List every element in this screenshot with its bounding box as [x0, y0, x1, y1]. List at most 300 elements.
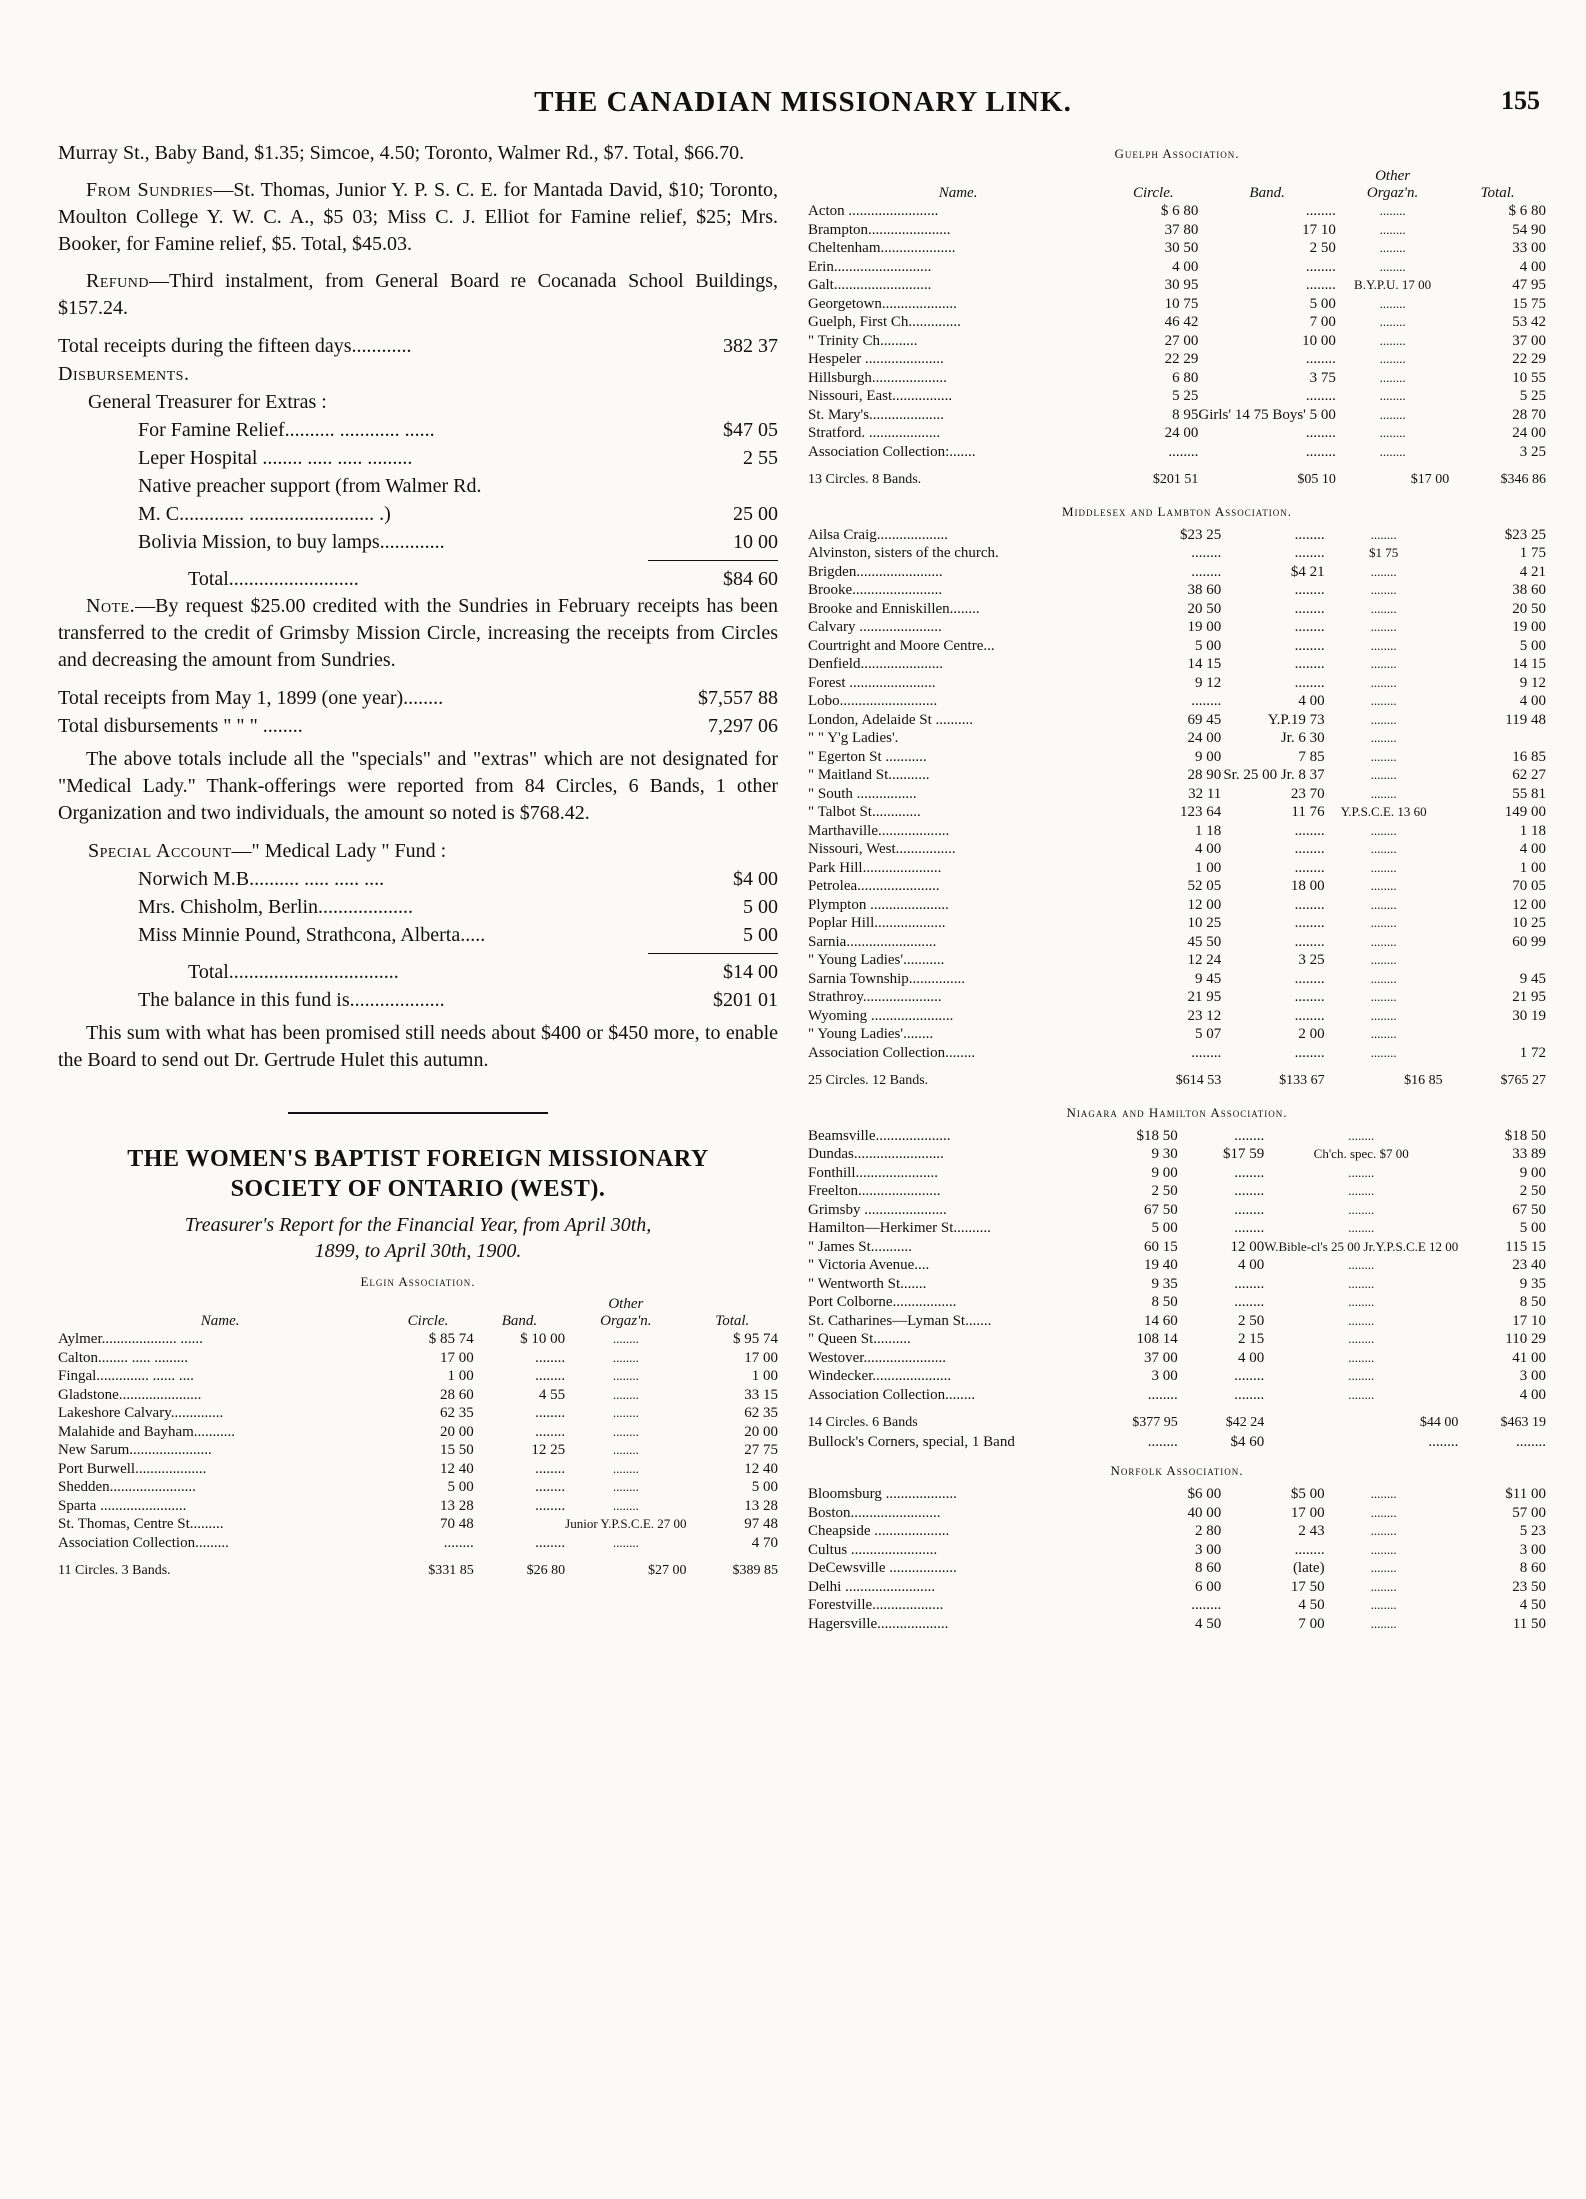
- row-name: Bloomsburg ...................: [808, 1486, 957, 1502]
- other-value: ........: [1370, 1541, 1397, 1557]
- row-name: St. Mary's....................: [808, 406, 945, 423]
- norfolk-table: [808, 1485, 1546, 1633]
- other-value: B.Y.P.U. 17 00: [1354, 277, 1432, 292]
- circle-value: ........: [1191, 1044, 1222, 1061]
- band-value: ........: [1305, 351, 1336, 367]
- table-row: [808, 563, 1546, 582]
- band-value: Sr. 25 00 Jr. 8 37: [1223, 767, 1325, 783]
- band-value: ........: [1294, 656, 1325, 672]
- band-value: ........: [1234, 1368, 1265, 1384]
- row-name: Guelph, First Ch..............: [808, 314, 961, 330]
- band-value: 2 50: [1237, 1312, 1265, 1329]
- circle-value: 14 15: [1187, 656, 1222, 672]
- other-value: ........: [1370, 656, 1397, 671]
- table-row: [58, 1404, 778, 1423]
- circle-value: $ 6 80: [1160, 203, 1199, 219]
- other-value: ........: [1370, 619, 1397, 634]
- table-row: [58, 1330, 778, 1349]
- other-value: ........: [1370, 693, 1397, 708]
- circle-value: 108 14: [1136, 1331, 1178, 1347]
- circle-value: 20 50: [1187, 600, 1222, 617]
- band-value: 4 00: [1237, 1257, 1265, 1273]
- row-name: Association Collection........: [808, 1044, 976, 1061]
- row-name: " Trinity Ch..........: [808, 332, 918, 349]
- band-value: 10 00: [1302, 332, 1336, 349]
- band-value: ........: [1294, 915, 1325, 931]
- other-value: ........: [1370, 526, 1397, 542]
- year-receipts-line: Total receipts from May 1, 1899 (one year)........ $7,557 88: [58, 687, 778, 709]
- band-value: 18 00: [1290, 878, 1325, 894]
- circle-value: 8 95: [1172, 406, 1199, 423]
- other-value: ........: [1348, 1257, 1375, 1272]
- other-value: ........: [1370, 1615, 1397, 1631]
- extras-item: Native preacher support (from Walmer Rd.: [138, 475, 482, 497]
- circle-value: ........: [443, 1534, 474, 1551]
- table-row: [808, 729, 1546, 748]
- band-value: ........: [535, 1349, 566, 1366]
- middlesex-association-title: Middlesex and Lambton Association.: [1061, 503, 1292, 519]
- total-receipts-line: Total receipts during the fifteen days............ 382 37: [58, 335, 778, 357]
- table-row: [808, 1485, 1546, 1504]
- elgin-association-title: Elgin Association.: [360, 1274, 476, 1289]
- row-name: Westover......................: [808, 1349, 946, 1366]
- other-value: ........: [1348, 1127, 1375, 1143]
- circle-value: 28 60: [439, 1386, 474, 1403]
- band-value: ........: [1294, 1541, 1325, 1558]
- row-name: Plympton .....................: [808, 896, 949, 913]
- row-name: " Maitland St...........: [808, 767, 930, 783]
- circle-value: 12 24: [1187, 952, 1222, 968]
- table-row: [808, 1007, 1546, 1026]
- row-name: " Egerton St ...........: [808, 748, 927, 765]
- table-row: [808, 748, 1546, 767]
- circle-value: 30 95: [1164, 277, 1199, 293]
- table-row: [58, 1478, 778, 1497]
- row-name: Petrolea......................: [808, 878, 940, 894]
- other-value: ........: [1379, 388, 1406, 403]
- left-column: [58, 140, 778, 1581]
- total-value: 1 00: [751, 1368, 778, 1384]
- total-value: 97 48: [744, 1516, 778, 1532]
- table-row: [58, 1367, 778, 1386]
- band-value: ........: [1305, 203, 1336, 219]
- total-value: 4 21: [1519, 563, 1546, 580]
- band-value: 12 00: [1230, 1238, 1265, 1255]
- band-value: ........: [1294, 582, 1325, 598]
- table-row: [808, 332, 1546, 351]
- table-row: [808, 406, 1546, 425]
- circle-value: 24 00: [1187, 730, 1222, 746]
- circle-value: 69 45: [1187, 711, 1222, 728]
- table-row: [808, 803, 1546, 822]
- row-name: Hamilton—Herkimer St..........: [808, 1220, 991, 1236]
- total-value: 70 05: [1512, 878, 1546, 894]
- band-value: ........: [1294, 841, 1325, 857]
- circle-value: ........: [1147, 1386, 1178, 1403]
- total-value: 33 00: [1512, 240, 1546, 256]
- other-value: ........: [612, 1442, 639, 1457]
- total-value: 8 50: [1519, 1294, 1546, 1310]
- table-row: [808, 933, 1546, 952]
- circle-value: 6 00: [1195, 1578, 1222, 1595]
- circle-value: 70 48: [439, 1516, 474, 1532]
- circle-value: 37 00: [1143, 1349, 1178, 1366]
- row-name: Ailsa Craig...................: [808, 526, 948, 543]
- row-name: " Queen St..........: [808, 1331, 911, 1347]
- other-value: ........: [1379, 443, 1406, 459]
- band-value: 17 10: [1302, 221, 1336, 238]
- row-name: Grimsby ......................: [808, 1201, 947, 1218]
- row-name: Georgetown....................: [808, 295, 957, 312]
- circle-value: ........: [1191, 693, 1222, 709]
- total-value: $18 50: [1504, 1127, 1546, 1144]
- circle-value: 14 60: [1143, 1312, 1178, 1329]
- guelph-total-row: 13 Circles. 8 Bands. $201 51 $05 10 $17 00 $346 86: [808, 472, 1546, 487]
- total-value: [1443, 729, 1546, 748]
- row-name: Park Hill.....................: [808, 859, 942, 876]
- total-value: 54 90: [1512, 221, 1546, 238]
- total-value: 60 99: [1512, 933, 1546, 950]
- extras-item: Bolivia Mission, to buy lamps............. 10 00: [138, 531, 778, 553]
- row-name: Cultus .......................: [808, 1541, 938, 1558]
- circle-value: 5 25: [1172, 388, 1199, 404]
- circle-value: 9 30: [1151, 1146, 1178, 1162]
- table-row: [808, 840, 1546, 859]
- total-value: 23 50: [1512, 1578, 1546, 1595]
- other-value: ........: [1370, 1044, 1397, 1060]
- total-value: [1443, 1025, 1546, 1044]
- band-value: ........: [1305, 388, 1336, 404]
- row-name: Brampton......................: [808, 221, 951, 238]
- middlesex-rows: [808, 526, 1546, 1063]
- row-name: Denfield......................: [808, 656, 943, 672]
- row-name: St. Catharines—Lyman St.......: [808, 1312, 992, 1329]
- row-name: Boston........................: [808, 1504, 941, 1521]
- circle-value: 67 50: [1143, 1201, 1178, 1218]
- circle-value: 20 00: [439, 1423, 474, 1440]
- elgin-table: [58, 1296, 778, 1581]
- circle-value: 19 00: [1187, 619, 1222, 635]
- other-value: ........: [1379, 203, 1406, 218]
- circle-value: 4 00: [1195, 841, 1222, 857]
- table-row: [808, 692, 1546, 711]
- other-value: ........: [1370, 582, 1397, 597]
- table-row: [808, 221, 1546, 240]
- total-value: 1 72: [1519, 1044, 1546, 1061]
- table-row: [808, 350, 1546, 369]
- extras-item: M. C............. ......................... .) 25 00: [138, 503, 778, 525]
- other-value: ........: [1370, 674, 1397, 690]
- other-value: ........: [1370, 600, 1397, 616]
- circle-value: 21 95: [1187, 989, 1222, 1005]
- other-value: ........: [1370, 859, 1397, 875]
- total-value: $11 00: [1505, 1486, 1546, 1502]
- row-name: Sparta .......................: [58, 1497, 187, 1514]
- band-value: 23 70: [1290, 785, 1325, 802]
- row-name: Fingal.............. ...... ....: [58, 1368, 194, 1384]
- other-value: ........: [1348, 1294, 1375, 1309]
- other-value: ........: [612, 1349, 639, 1365]
- total-value: 1 75: [1519, 545, 1546, 561]
- right-column: [808, 146, 1546, 1633]
- table-row: [808, 202, 1546, 221]
- total-value: 16 85: [1512, 748, 1546, 765]
- table-row: [808, 1201, 1546, 1220]
- other-value: ........: [1348, 1201, 1375, 1217]
- other-value: ........: [612, 1405, 639, 1420]
- table-row: [808, 258, 1546, 277]
- row-name: Forestville...................: [808, 1597, 944, 1613]
- row-name: " Young Ladies'...........: [808, 952, 945, 968]
- other-value: ........: [1348, 1183, 1375, 1198]
- special-item: Miss Minnie Pound, Strathcona, Alberta..... 5 00: [138, 924, 778, 946]
- total-value: 10 25: [1512, 915, 1546, 931]
- band-value: $5 00: [1290, 1486, 1325, 1502]
- other-value: ........: [1370, 896, 1397, 912]
- row-name: Stratford. ...................: [808, 425, 941, 441]
- circle-value: 8 50: [1151, 1294, 1178, 1310]
- total-value: 24 00: [1512, 425, 1546, 441]
- other-value: ........: [1348, 1349, 1375, 1365]
- row-name: Wyoming ......................: [808, 1007, 954, 1024]
- other-value: ........: [1370, 711, 1397, 727]
- circle-value: 2 50: [1151, 1183, 1178, 1199]
- norfolk-rows: [808, 1485, 1546, 1633]
- table-row: [808, 1145, 1546, 1164]
- row-name: " South ................: [808, 785, 917, 802]
- total-value: 57 00: [1512, 1504, 1546, 1521]
- band-value: 4 50: [1298, 1597, 1325, 1613]
- other-value: ........: [1370, 785, 1397, 801]
- middlesex-total-row: 25 Circles. 12 Bands. $614 53 $133 67 $16 85 $765 27: [808, 1073, 1546, 1088]
- other-value: ........: [1370, 748, 1397, 764]
- total-value: 1 18: [1519, 822, 1546, 839]
- other-value: ........: [1370, 933, 1397, 949]
- other-value: ........: [1370, 841, 1397, 856]
- total-value: 4 00: [1519, 693, 1546, 709]
- band-value: [474, 1515, 565, 1534]
- total-value: 9 45: [1519, 970, 1546, 987]
- row-name: Port Colborne.................: [808, 1294, 957, 1310]
- row-name: Association Collection........: [808, 1386, 976, 1403]
- total-value: 53 42: [1512, 314, 1546, 330]
- band-value: (late): [1292, 1560, 1325, 1576]
- table-row: [808, 276, 1546, 295]
- other-value: ........: [612, 1368, 639, 1383]
- row-name: Delhi ........................: [808, 1578, 936, 1595]
- circle-value: 4 50: [1195, 1615, 1222, 1632]
- table-row: [808, 859, 1546, 878]
- band-value: ........: [1294, 933, 1325, 950]
- total-value: 12 40: [744, 1460, 778, 1477]
- band-value: ........: [535, 1368, 566, 1384]
- other-value: ........: [1370, 989, 1397, 1004]
- band-value: ........: [1294, 1044, 1325, 1061]
- row-name: Nissouri, East................: [808, 388, 953, 404]
- row-name: Fonthill......................: [808, 1164, 939, 1181]
- total-value: 5 23: [1519, 1523, 1546, 1539]
- circle-value: ........: [1191, 1597, 1222, 1613]
- table-row: [808, 1596, 1546, 1615]
- circle-value: $23 25: [1180, 526, 1222, 543]
- band-value: 11 76: [1291, 804, 1325, 820]
- other-value: ........: [1348, 1220, 1375, 1235]
- band-value: ........: [535, 1405, 566, 1421]
- middlesex-table: [808, 526, 1546, 1091]
- other-value: ........: [1370, 1560, 1397, 1575]
- other-value: Junior Y.P.S.C.E. 27 00: [565, 1516, 687, 1531]
- circle-value: 6 80: [1172, 369, 1199, 386]
- band-value: ........: [1294, 1007, 1325, 1024]
- table-row: [808, 1293, 1546, 1312]
- table-row: [808, 581, 1546, 600]
- other-value: ........: [1370, 1486, 1397, 1501]
- row-name: Calton........ ..... .........: [58, 1349, 188, 1366]
- paragraph-murray: Murray St., Baby Band, $1.35; Simcoe, 4.50; Toronto, Walmer Rd., $7. Total, $66.70.: [58, 142, 745, 164]
- row-name: Sarnia Township...............: [808, 970, 966, 987]
- extras-total-line: Total.......................... $84 60: [188, 568, 778, 590]
- table-row: [808, 914, 1546, 933]
- total-value: 33 15: [744, 1386, 778, 1403]
- row-name: Poplar Hill...................: [808, 915, 946, 931]
- circle-value: 15 50: [439, 1442, 474, 1458]
- circle-value: ........: [1191, 563, 1222, 580]
- note-text: —By request $25.00 credited with the Sundries in February receipts has been transferred to the credit of Grimsby Mission Circle, increasing the receipts from Circles and decreasing the amount from Sundries.: [58, 595, 778, 671]
- table-header-row: Name. Circle. Band. Other Orgaz'n. Total.: [938, 168, 1515, 201]
- table-row: [808, 369, 1546, 388]
- band-value: ........: [1294, 989, 1325, 1005]
- extras-item: Leper Hospital ........ ..... ..... ......... 2 55: [138, 447, 778, 469]
- row-name: Malahide and Bayham...........: [58, 1423, 236, 1440]
- other-value: ........: [1348, 1386, 1375, 1402]
- other-value: Ch'ch. spec. $7 00: [1313, 1146, 1409, 1161]
- band-value: $4 21: [1290, 563, 1325, 580]
- note-heading: Note.: [86, 595, 136, 617]
- other-value: ........: [1370, 952, 1397, 967]
- table-row: [808, 544, 1546, 563]
- band-value: ........: [535, 1423, 566, 1440]
- guelph-table: [808, 168, 1546, 490]
- total-value: 1 00: [1519, 859, 1546, 876]
- total-value: 17 10: [1512, 1312, 1546, 1329]
- table-row: [808, 766, 1546, 785]
- row-name: Cheltenham....................: [808, 240, 956, 256]
- circle-value: 60 15: [1143, 1238, 1178, 1255]
- circle-value: 5 00: [1195, 637, 1222, 654]
- circle-value: ........: [1191, 545, 1222, 561]
- total-value: 5 00: [1519, 1220, 1546, 1236]
- table-row: [808, 1025, 1546, 1044]
- disbursements-heading: Disbursements.: [58, 363, 190, 385]
- paragraph-refund: [58, 268, 778, 322]
- circle-value: 5 07: [1195, 1026, 1222, 1042]
- total-value: 41 00: [1512, 1349, 1546, 1366]
- society-title-line-1: THE WOMEN'S BAPTIST FOREIGN MISSIONARY: [127, 1146, 709, 1172]
- row-name: Nissouri, West................: [808, 841, 956, 857]
- total-value: 19 00: [1512, 619, 1546, 635]
- band-value: 17 00: [1290, 1504, 1325, 1521]
- circle-value: 3 00: [1195, 1541, 1222, 1558]
- table-row: [808, 1275, 1546, 1294]
- circle-value: 30 50: [1164, 240, 1199, 256]
- sundries-text: —St. Thomas, Junior Y. P. S. C. E. for Mantada David, $10; Toronto, Moulton College Y. W. C. A., $5 03; Miss C. J. Elliot for Famine relief, $25; Mrs. Booker, for Famine relief, $5. Total, $45.03.: [58, 179, 779, 255]
- circle-value: 5 00: [447, 1479, 474, 1495]
- row-name: Brigden.......................: [808, 563, 943, 580]
- table-row: [808, 313, 1546, 332]
- row-name: Association Collection.........: [58, 1534, 229, 1551]
- band-value: Girls' 14 75 Boys' 5 00: [1198, 406, 1336, 423]
- table-row: [58, 1497, 778, 1516]
- band-value: ........: [1234, 1275, 1265, 1292]
- row-name: Hillsburgh....................: [808, 369, 947, 386]
- circle-value: $ 85 74: [428, 1331, 474, 1347]
- sum-rule: [648, 560, 778, 561]
- row-name: St. Thomas, Centre St.........: [58, 1516, 224, 1532]
- total-value: 14 15: [1512, 656, 1546, 672]
- other-value: ........: [1379, 295, 1406, 311]
- total-value: $ 6 80: [1508, 203, 1546, 219]
- table-row: [808, 1578, 1546, 1597]
- total-value: 28 70: [1512, 406, 1546, 423]
- total-value: 2 50: [1519, 1183, 1546, 1199]
- band-value: ........: [1294, 859, 1325, 876]
- band-value: ........: [535, 1534, 566, 1551]
- circle-value: 19 40: [1143, 1257, 1178, 1273]
- total-value: 12 00: [1512, 896, 1546, 913]
- band-value: ........: [535, 1460, 566, 1477]
- total-value: $ 95 74: [733, 1331, 778, 1347]
- circle-value: 9 35: [1151, 1275, 1178, 1292]
- circle-value: 1 00: [447, 1368, 474, 1384]
- other-value: ........: [1348, 1275, 1375, 1291]
- band-value: 7 00: [1309, 314, 1336, 330]
- row-name: Alvinston, sisters of the church.: [808, 545, 999, 561]
- general-treasurer-line: General Treasurer for Extras :: [88, 391, 327, 413]
- band-value: ........: [1234, 1386, 1265, 1403]
- row-name: Hespeler .....................: [808, 351, 944, 367]
- total-value: 3 00: [1519, 1541, 1546, 1558]
- circle-value: 22 29: [1164, 351, 1199, 367]
- circle-value: 17 00: [439, 1349, 474, 1366]
- band-value: ........: [1305, 277, 1336, 293]
- band-value: 4 55: [538, 1386, 566, 1403]
- row-name: Gladstone......................: [58, 1386, 202, 1403]
- circle-value: 28 90: [1187, 767, 1222, 783]
- row-name: New Sarum......................: [58, 1442, 212, 1458]
- circle-value: 38 60: [1187, 582, 1222, 598]
- circle-value: 62 35: [439, 1405, 474, 1421]
- other-value: ........: [1379, 332, 1406, 348]
- band-value: 7 85: [1298, 748, 1325, 765]
- band-value: 7 00: [1298, 1615, 1325, 1632]
- circle-value: 123 64: [1180, 804, 1222, 820]
- total-value: 38 60: [1512, 582, 1546, 598]
- niagara-total-row: 14 Circles. 6 Bands $377 95 $42 24 $44 00 $463 19: [808, 1415, 1546, 1430]
- total-value: 4 70: [751, 1534, 778, 1551]
- table-row: [808, 239, 1546, 258]
- page-number: 155: [1501, 86, 1540, 115]
- table-row: [808, 1367, 1546, 1386]
- circle-value: $6 00: [1187, 1486, 1222, 1502]
- total-value: 23 40: [1512, 1257, 1546, 1273]
- band-value: ........: [1234, 1294, 1265, 1310]
- band-value: 2 15: [1237, 1331, 1265, 1347]
- other-value: ........: [1379, 406, 1406, 422]
- extras-item: For Famine Relief.......... ............ ...... $47 05: [138, 419, 778, 441]
- row-name: Sarnia........................: [808, 933, 937, 950]
- table-row: [808, 1559, 1546, 1578]
- band-value: ........: [535, 1497, 566, 1514]
